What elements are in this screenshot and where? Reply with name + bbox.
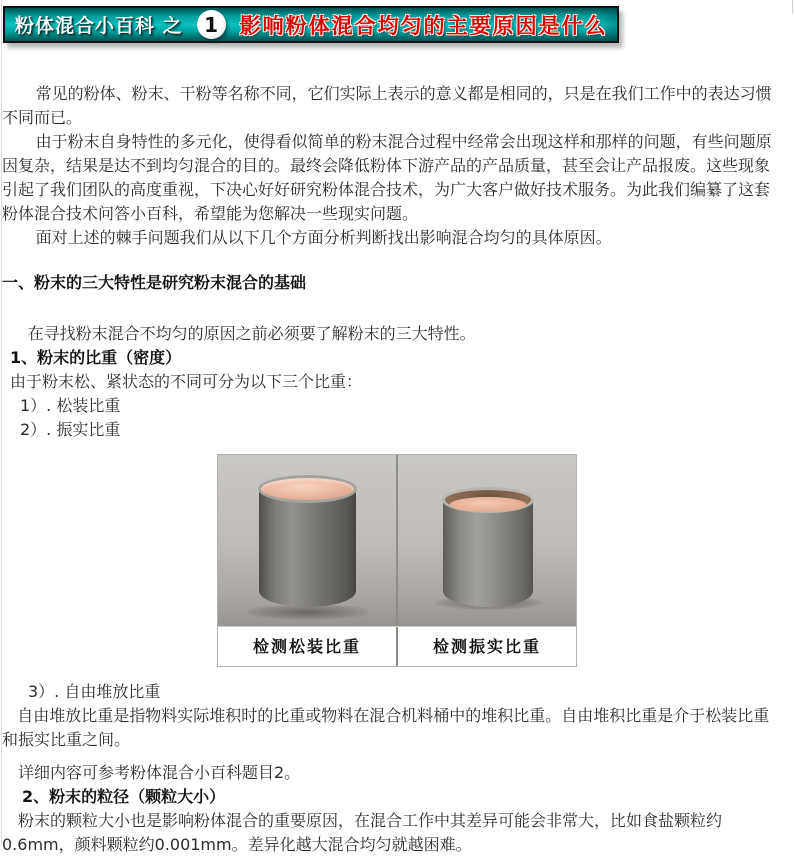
intro-paragraph-1: 常见的粉体、粉末、干粉等名称不同，它们实际上表示的意义都是相同的，只是在我们工作中的表达习惯不同而已。 (2, 84, 772, 127)
density-item-3: 3）. 自由堆放比重 (28, 682, 161, 701)
banner-title: 影响粉体混合均匀的主要原因是什么 (239, 13, 608, 38)
steel-cylinder (259, 485, 356, 607)
subsection-1-intro: 由于粉末松、紧状态的不同可分为以下三个比重： (10, 372, 363, 391)
section-1-heading: 一、粉末的三大特性是研究粉末混合的基础 (2, 273, 307, 292)
density-reference-note: 详细内容可参考粉体混合小百科题目2。 (18, 763, 301, 782)
figure-photos (218, 455, 576, 626)
intro-paragraph-3: 面对上述的棘手问题我们从以下几个方面分析判断找出影响混合均匀的具体原因。 (35, 228, 612, 247)
figure-captions (218, 626, 576, 666)
bulk-density-test-figure (217, 454, 577, 667)
subsection-1-heading: 1、粉末的比重（密度） (10, 348, 182, 367)
settled-powder-surface (450, 497, 526, 512)
powder-top-surface (258, 475, 357, 503)
issue-number: 1 (204, 12, 219, 37)
article-body (2, 82, 777, 857)
subsection-2-description: 粉末的颗粒大小也是影响粉体混合的重要原因，在混合工作中其差异可能会非常大，比如食盐颗粒约0.6mm，颜料颗粒约0.001mm。差异化越大混合均匀就越困难。 (2, 811, 723, 854)
page-right-border (792, 0, 793, 14)
photo-loose-density (218, 455, 398, 626)
caption-loose-density: 检测松装比重 (218, 627, 398, 666)
density-item-2: 2）. 振实比重 (20, 420, 121, 439)
intro-paragraph-2: 由于粉末自身特性的多元化，使得看似简单的粉末混合过程中经常会出现这样和那样的问题，有些问题原因复杂，结果是达不到均匀混合的目的。最终会降低粉体下游产品的产品质量，甚至会让产品报废。这些现象引起了我们团队的高度重视，下决心好好研究粉体混合技术，为广大客户做好技术服务。为此我们编纂了这套粉体混合技术问答小百科，希望能为您解决一些现实问题。 (2, 132, 772, 223)
photo-tapped-density (398, 455, 576, 626)
caption-tapped-density: 检测振实比重 (432, 636, 541, 656)
density-item-1: 1）. 松装比重 (20, 396, 121, 415)
series-title: 粉体混合小百科 之 (15, 15, 183, 37)
page-banner (3, 6, 619, 43)
issue-number-badge (197, 10, 226, 39)
section-1-lead: 在寻找粉末混合不均匀的原因之前必须要了解粉末的三大特性。 (27, 324, 476, 343)
density-item-3-description: 自由堆放比重是指物料实际堆积时的比重或物料在混合机料桶中的堆积比重。自由堆积比重是介于松装比重和振实比重之间。 (2, 706, 770, 749)
subsection-2-heading: 2、粉末的粒径（颗粒大小） (22, 787, 226, 806)
